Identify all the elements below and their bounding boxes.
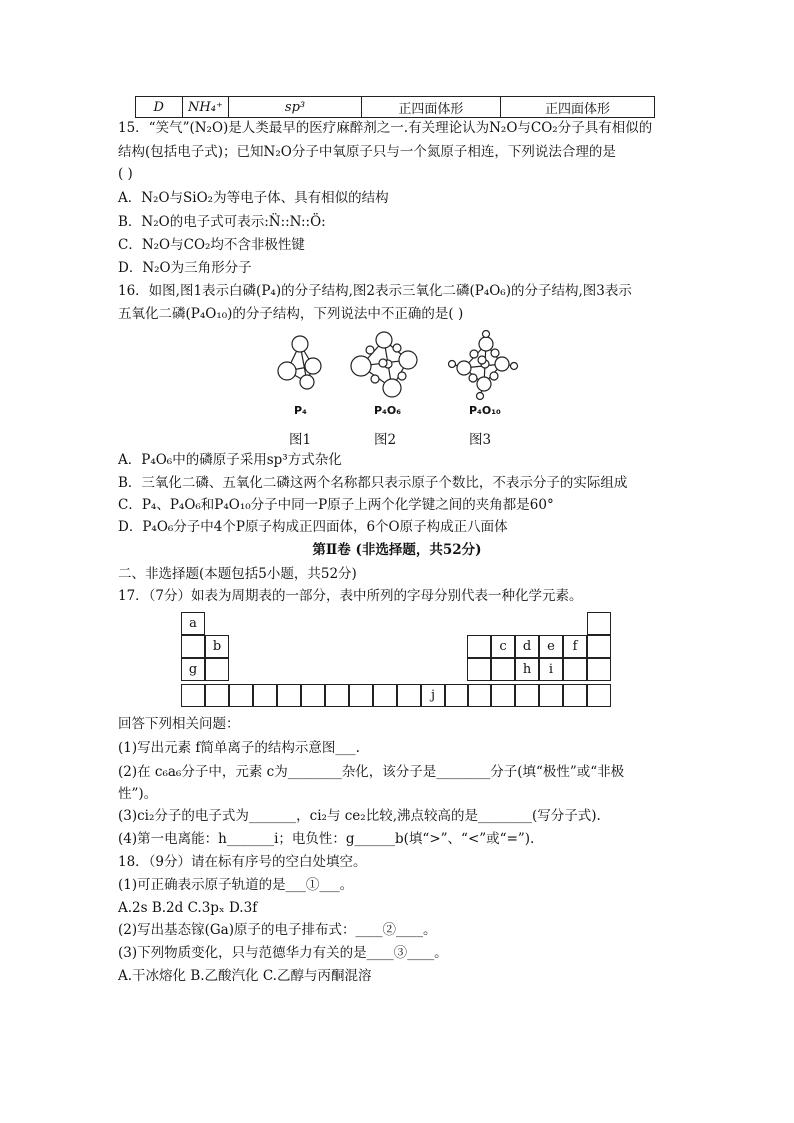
pt-cell (349, 684, 373, 707)
pt-cell-e: e (539, 635, 563, 658)
pt-cell (445, 684, 469, 707)
q15-stem-1: 15．“笑气”(N₂O)是人类最早的医疗麻醉剂之一.有关理论认为N₂O与CO₂分子具有相似的 (118, 120, 653, 136)
pt-cell-i: i (539, 658, 563, 681)
pt-cell-a: a (181, 612, 205, 635)
pt-cell (491, 658, 515, 681)
pt-cell (587, 612, 611, 635)
q17-sub-2a: (2)在 c₆a₆分子中，元素 c为________杂化，该分子是________分子(填“极性”或“非极 (118, 764, 625, 780)
table-cell: 正四面体形 (361, 97, 500, 118)
q16-option-c: C．P₄、P₄O₆和P₄O₁₀分子中同一P原子上两个化学键之间的夹角都是60° (118, 497, 554, 513)
q15-stem-2: 结构(包括电子式)；已知N₂O分子中氧原子只与一个氮原子相连，下列说法合理的是 (118, 144, 616, 160)
q16-option-a: A．P₄O₆中的磷原子采用sp³方式杂化 (118, 452, 342, 468)
part2-heading: 二、非选择题(本题包括5小题，共52分) (118, 566, 357, 582)
q17-sub-4: (4)第一电离能：h_______i；电负性：g______b(填“>”、“<”或“=”). (118, 831, 535, 847)
q15-paren: ( ) (118, 166, 133, 182)
pt-cell-g: g (181, 658, 205, 681)
q15-option-a: A．N₂O与SiO₂为等电子体、具有相似的结构 (118, 190, 389, 206)
table-cell: NH₄⁺ (182, 97, 229, 118)
q17-intro: 回答下列相关问题： (118, 716, 240, 732)
q15-option-d: D．N₂O为三角形分子 (118, 260, 252, 276)
pt-cell (205, 658, 229, 681)
q18-sub-1: (1)可正确表示原子轨道的是___①___。 (118, 877, 354, 893)
pt-cell (277, 684, 301, 707)
pt-cell (205, 684, 229, 707)
pt-cell (397, 684, 421, 707)
pt-cell (515, 684, 539, 707)
q17-sub-3: (3)ci₂分子的电子式为_______，ci₂与 ce₂比较,沸点较高的是________(写分子式). (118, 808, 601, 824)
q16-stem-2: 五氧化二磷(P₄O₁₀)的分子结构，下列说法中不正确的是( ) (118, 306, 464, 322)
fig3-formula: P₄O₁₀ (469, 404, 501, 417)
fig1-caption: 图1 (289, 432, 312, 448)
pt-cell (467, 658, 491, 681)
pt-cell (587, 635, 611, 658)
table-cell: D (136, 97, 183, 118)
q17-stem: 17．（7分）如表为周期表的一部分，表中所列的字母分别代表一种化学元素。 (118, 588, 583, 604)
q16-option-b: B．三氧化二磷、五氧化二磷这两个名称都只表示原子个数比，不表示分子的实际组成 (118, 475, 628, 491)
q17-sub-1: (1)写出元素 f简单离子的结构示意图___. (118, 740, 360, 756)
table-cell: sp³ (229, 97, 361, 118)
pt-cell (229, 684, 253, 707)
pt-cell-b: b (205, 635, 229, 658)
pt-cell (563, 684, 587, 707)
pt-cell (587, 684, 611, 707)
pt-cell (301, 684, 325, 707)
pt-cell (181, 635, 205, 658)
q16-stem-1: 16．如图,图1表示白磷(P₄)的分子结构,图2表示三氧化二磷(P₄O₆)的分子结构,图3表示 (118, 283, 632, 299)
pt-cell (587, 658, 611, 681)
q17-sub-2b: 性”)。 (118, 786, 158, 802)
fig1-formula: P₄ (294, 404, 307, 417)
p4o10-molecule-figure (444, 330, 524, 402)
pt-cell-c: c (491, 635, 515, 658)
q18-sub-2: (2)写出基态镓(Ga)原子的电子排布式：____②____。 (118, 922, 437, 938)
pt-cell (563, 658, 587, 681)
q18-stem: 18．（9分）请在标有序号的空白处填空。 (118, 854, 367, 870)
pt-cell (467, 635, 491, 658)
q18-options-1: A.2s B.2d C.3pₓ D.3f (118, 900, 258, 916)
q15-option-c: C．N₂O与CO₂均不含非极性键 (118, 237, 305, 253)
q15-option-b: B．N₂O的电子式可表示:N̈::N::Ö: (118, 214, 326, 230)
pt-cell (491, 684, 515, 707)
fig2-formula: P₄O₆ (374, 404, 402, 417)
pt-cell-h: h (515, 658, 539, 681)
table-cell: 正四面体形 (500, 97, 654, 118)
section-title: 第Ⅱ卷 (非选择题，共52分) (312, 542, 482, 558)
q18-options-3: A.干冰熔化 B.乙酸汽化 C.乙醇与丙酮混溶 (118, 968, 372, 984)
fig2-caption: 图2 (374, 432, 397, 448)
p4o6-molecule-figure (346, 330, 426, 402)
q16-option-d: D．P₄O₆分子中4个P原子构成正四面体，6个O原子构成正八面体 (118, 519, 508, 535)
pt-cell (373, 684, 397, 707)
pt-cell-j: j (421, 684, 445, 707)
pt-cell (467, 684, 491, 707)
pt-cell (539, 684, 563, 707)
pt-cell (253, 684, 277, 707)
pt-cell-f: f (563, 635, 587, 658)
pt-cell (325, 684, 349, 707)
q18-sub-3: (3)下列物质变化，只与范德华力有关的是____③____。 (118, 945, 448, 961)
pt-cell (181, 684, 205, 707)
pt-cell-d: d (515, 635, 539, 658)
fig3-caption: 图3 (469, 432, 492, 448)
top-table (135, 96, 655, 118)
p4-molecule-figure (274, 330, 328, 400)
